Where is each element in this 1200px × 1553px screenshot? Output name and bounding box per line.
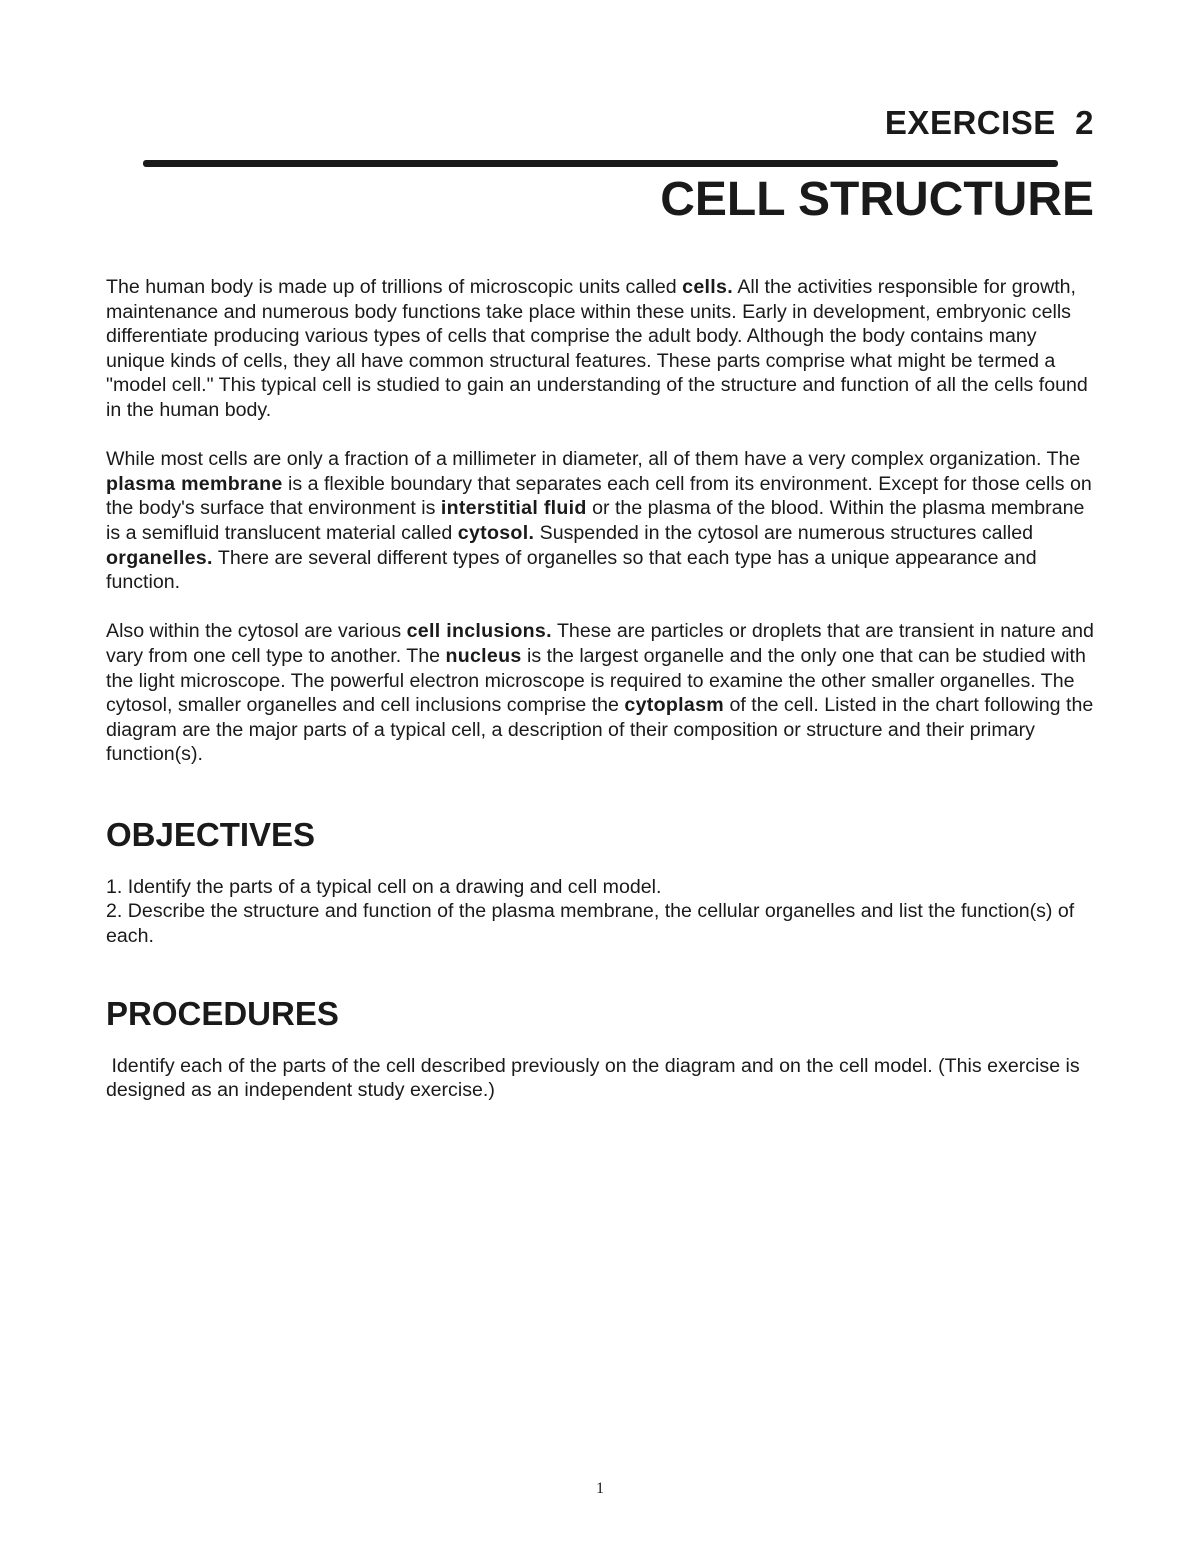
text-run: Suspended in the cytosol are numerous structures called (534, 521, 1034, 544)
term-cytosol: cytosol. (457, 521, 535, 544)
text-run: of the cell. Listed in the chart following the diagram are the major parts of a typical cell, a description of their composition or structure and their primary function(s). (106, 694, 1094, 766)
text-run: All the activities responsible for growth, maintenance and numerous body functions take place within these units. Early in development, embryonic cells differentiate producing various types of cells that comprise the adult body. Although the body contains many unique kinds of cells, they all have common structural features. These parts comprise what might be termed a "model cell." This typical cell is studied to gain an understanding of the structure and function of all the cells found in the human body. (106, 276, 1088, 421)
document-body (106, 275, 1096, 1127)
term-interstitial-fluid: interstitial fluid (440, 497, 587, 520)
procedures-heading: PROCEDURES (106, 994, 339, 1032)
term-cells: cells. (682, 276, 733, 298)
term-organelles: organelles. (106, 546, 213, 569)
term-cytoplasm: cytoplasm (624, 694, 725, 717)
exercise-label: EXERCISE 2 (884, 104, 1094, 141)
term-nucleus: nucleus (445, 644, 522, 667)
page-number: 1 (596, 1480, 604, 1497)
intro-paragraph-3 (106, 619, 1096, 767)
objectives-list (106, 875, 1096, 949)
objective-item: 1. Identify the parts of a typical cell on a drawing and cell model. (106, 875, 662, 898)
text-run: The human body is made up of trillions of microscopic units called (106, 276, 683, 298)
objectives-heading: OBJECTIVES (106, 815, 316, 853)
text-run: While most cells are only a fraction of a millimeter in diameter, all of them have a very complex organization. The (106, 448, 1081, 471)
term-cell-inclusions: cell inclusions. (406, 620, 552, 643)
term-plasma-membrane: plasma membrane (106, 472, 283, 495)
text-run: is a flexible boundary that separates each cell from its environment. Except for those cells on the body's surface that environment is (106, 472, 1092, 520)
text-run: is the largest organelle and the only one that can be studied with the light microscope. The powerful electron microscope is required to examine the other smaller organelles. The cytosol, smaller organelles and cell inclusions comprise the (106, 644, 1086, 717)
objective-item: 2. Describe the structure and function of the plasma membrane, the cellular organelles and list the function(s) of each. (106, 900, 1075, 948)
text-run: These are particles or droplets that are transient in nature and vary from one cell type to another. The (106, 620, 1094, 667)
text-run: There are several different types of organelles so that each type has a unique appearance and function. (106, 546, 1037, 594)
text-run: or the plasma of the blood. Within the plasma membrane is a semifluid translucent material called (106, 497, 1085, 544)
procedures-text: Identify each of the parts of the cell described previously on the diagram and on the cell model. (This exercise is designed as an independent study exercise.) (106, 1054, 1086, 1102)
intro-paragraph-2 (106, 447, 1096, 595)
page-title: CELL STRUCTURE (660, 173, 1094, 226)
text-run: Also within the cytosol are various (106, 620, 407, 643)
title-rule (143, 160, 1058, 167)
intro-paragraph-1 (106, 275, 1096, 423)
